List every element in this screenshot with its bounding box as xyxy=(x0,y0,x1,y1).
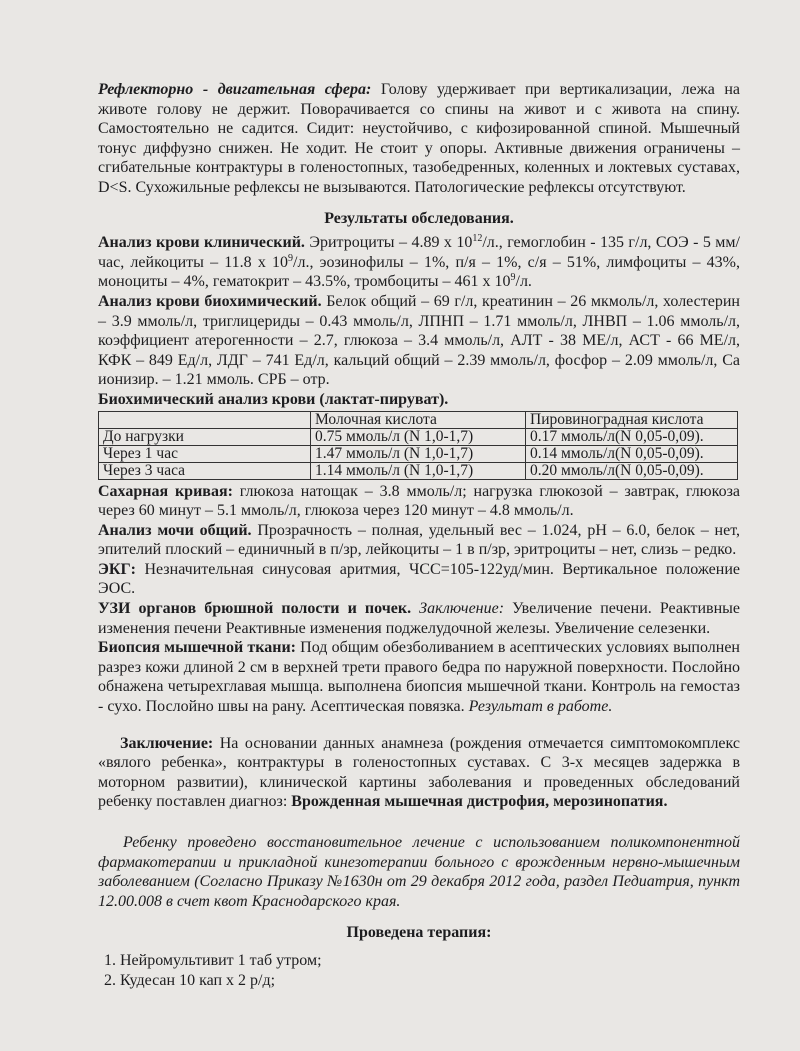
list-item: 2. Кудесан 10 кап х 2 р/д; xyxy=(120,971,740,991)
urine-text: Прозрачность – полная, удельный вес – 1.024, pH – 6.0, белок – нет, эпителий плоский – единичный в п/зр, лейкоциты – 1 в п/зр, эритроциты – нет, слизь – редко. xyxy=(98,521,741,559)
table-header-row xyxy=(99,411,738,428)
lactate-table xyxy=(98,411,738,480)
biopsy-paragraph xyxy=(98,638,740,716)
uzi-text: Увеличение печени. Реактивные изменения печени Реактивные изменения поджелудочной железы. Увеличение селезенки. xyxy=(98,600,741,637)
conclusion-label: Заключение: xyxy=(120,734,214,752)
table-cell: 0.14 ммоль/л(N 0,05-0,09). xyxy=(526,445,738,462)
therapy-heading: Проведена терапия: xyxy=(346,924,492,942)
results-heading: Результаты обследования. xyxy=(324,209,514,227)
sugar-label: Сахарная кривая: xyxy=(98,482,233,500)
table-row xyxy=(99,462,738,479)
blood-biochem-label: Анализ крови биохимический. xyxy=(98,292,322,310)
blood-clinical-label: Анализ крови клинический. xyxy=(98,234,305,252)
uzi-paragraph xyxy=(98,599,740,638)
blood-biochem-text: Белок общий – 69 г/л, креатинин – 26 мкмоль/л, холестерин – 3.9 ммоль/л, триглицериды – 0.43 ммоль/л, ЛПНП – 1.71 ммоль/л, ЛНВП – 1.06 ммоль/л, коэффициент атерогенности – 2.7, глюкоза – 3.4 ммоль/л, АЛТ - 38 МЕ/л, АСТ - 66 МЕ/л, КФК – 849 Ед/л, ЛДГ – 741 Ед/л, кальций общий – 2.39 ммоль/л, фосфор – 2.09 ммоль/л, Са ионизир. – 1.21 ммоль. СРБ – отр. xyxy=(98,292,740,389)
ecg-paragraph xyxy=(98,560,740,599)
exponent: 9 xyxy=(288,252,294,264)
therapy-list xyxy=(98,951,740,990)
blood-clinical-paragraph xyxy=(98,233,740,292)
ecg-text: Незначительная синусовая аритмия, ЧСС=105-122уд/мин. Вертикальное положение ЭОС. xyxy=(98,560,740,598)
table-cell: 0.20 ммоль/л(N 0,05-0,09). xyxy=(526,462,738,479)
table-cell: До нагрузки xyxy=(99,428,311,445)
biopsy-result: Результат в работе. xyxy=(468,698,613,716)
exponent: 9 xyxy=(510,272,516,284)
sugar-text: глюкоза натощак – 3.8 ммоль/л; нагрузка глюкозой – завтрак, глюкоза через 60 минут – 5.1 ммоль/л, глюкоза через 120 минут – 4.8 ммоль/л. xyxy=(98,482,741,520)
ecg-label: ЭКГ: xyxy=(98,560,136,578)
table-cell: 0.75 ммоль/л (N 1,0-1,7) xyxy=(311,428,526,445)
conclusion-text: На основании данных анамнеза (рождения отмечается симптомокомплекс «вялого ребенка», контрактуры в голеностопных суставах. С 3-х месяцев задержка в моторном развитии), клинической картины заболевания и проведенных обследований ребенку поставлен диагноз: xyxy=(98,734,740,811)
blood-clinical-text: /л., гемоглобин - 135 г/л, СОЭ - 5 мм/час, лейкоциты – 11.8 х 10 xyxy=(98,234,741,271)
conclusion-paragraph xyxy=(98,734,740,812)
blood-biochem-paragraph xyxy=(98,292,740,390)
table-cell: 1.14 ммоль/л (N 1,0-1,7) xyxy=(311,462,526,479)
table-row xyxy=(99,445,738,462)
reflex-paragraph xyxy=(98,80,740,198)
diagnosis: Врожденная мышечная дистрофия, мерозинопатия. xyxy=(287,793,668,811)
lactate-title: Биохимический анализ крови (лактат-пируват). xyxy=(98,390,449,408)
uzi-conclusion-label: Заключение: xyxy=(411,600,505,618)
blood-clinical-text: /л. xyxy=(515,273,532,291)
table-row xyxy=(99,428,738,445)
sugar-paragraph xyxy=(98,482,740,521)
table-header-cell: Пировиноградная кислота xyxy=(526,411,738,428)
table-header-cell xyxy=(99,411,311,428)
table-header-cell: Молочная кислота xyxy=(311,411,526,428)
blood-clinical-text: Эритроциты – 4.89 х 10 xyxy=(304,234,473,252)
table-cell: Через 3 часа xyxy=(99,462,311,479)
table-cell: 0.17 ммоль/л(N 0,05-0,09). xyxy=(526,428,738,445)
biopsy-label: Биопсия мышечной ткани: xyxy=(98,639,296,657)
reflex-text: Голову удерживает при вертикализации, лежа на животе голову не держит. Поворачивается со спины на живот и с живота на спину. Самостоятельно не садится. Сидит: неустойчиво, с кифозированной спиной. Мышечный тонус диффузно снижен. Не ходит. Не стоит у опоры. Активные движения ограничены – сгибательные контрактуры в голеностопных, тазобедренных, коленных и локтевых суставах, D<S. Сухожильные рефлексы не вызываются. Патологические рефлексы отсутствуют. xyxy=(98,81,741,196)
treatment-note: Ребенку проведено восстановительное лечение с использованием поликомпонентной фармакотерапии и прикладной кинезотерапии больного с врожденным нервно-мышечным заболеванием (Согласно Приказу №1630н от 29 декабря 2012 года, раздел Педиатрия, пункт 12.00.008 в счет квот Краснодарского края. xyxy=(98,834,740,910)
table-cell: Через 1 час xyxy=(99,445,311,462)
urine-paragraph xyxy=(98,521,740,560)
uzi-label: УЗИ органов брюшной полости и почек. xyxy=(98,600,412,618)
table-cell: 1.47 ммоль/л (N 1,0-1,7) xyxy=(311,445,526,462)
urine-label: Анализ мочи общий. xyxy=(98,521,252,539)
biopsy-text: Под общим обезболиванием в асептических условиях выполнен разрез кожи длиной 2 см в верхней трети правого бедра по наружной поверхности. Послойно обнажена четырехглавая мышца. выполнена биопсия мышечной ткани. Контроль на гемостаз - сухо. Послойно швы на рану. Асептическая повязка. xyxy=(98,639,740,716)
findings-block xyxy=(98,482,740,717)
exponent: 12 xyxy=(472,233,483,245)
reflex-label: Рефлекторно - двигательная сфера: xyxy=(98,81,372,98)
list-item: 1. Нейромультивит 1 таб утром; xyxy=(120,951,740,971)
blood-clinical-text: /л., эозинофилы – 1%, п/я – 1%, с/я – 51%, лимфоциты – 43%, моноциты – 4%, гематокрит – 43.5%, тромбоциты – 461 х 10 xyxy=(98,253,740,291)
